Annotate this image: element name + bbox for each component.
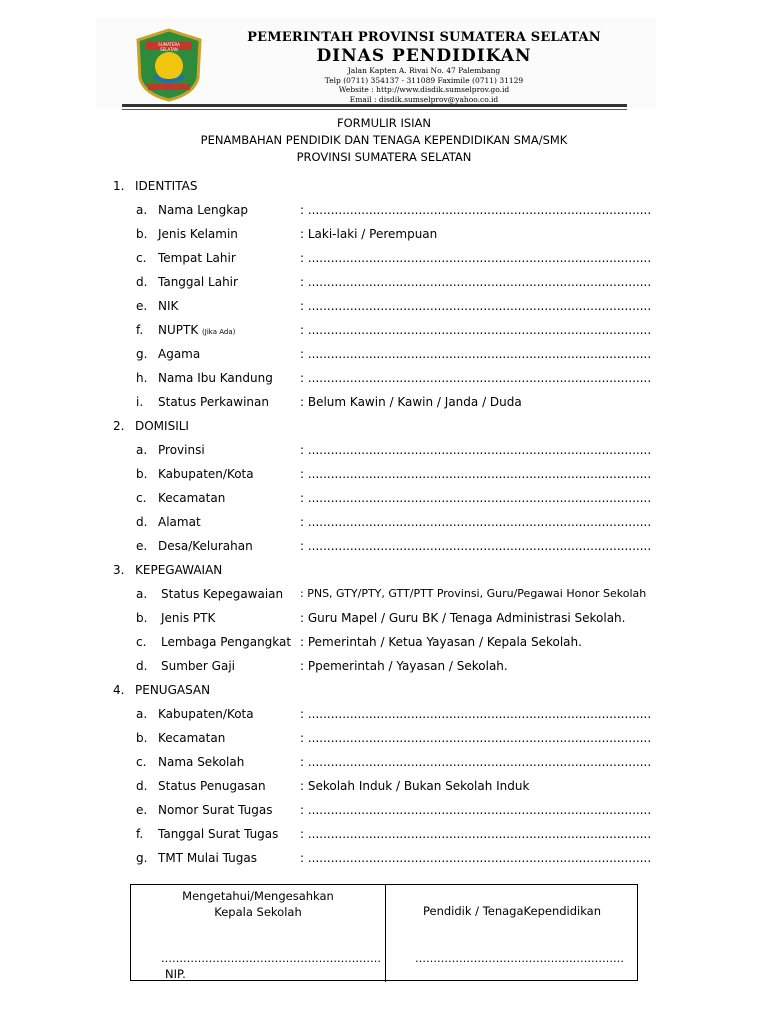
item-letter: c. (136, 251, 147, 265)
field-label: Jenis PTK (161, 611, 216, 625)
item-letter: c. (136, 491, 147, 505)
section-kepegawaian (113, 563, 222, 577)
field-label: Kabupaten/Kota (158, 707, 254, 721)
field-label: Provinsi (158, 443, 205, 457)
applicant-signature-line[interactable]: ………………………………………………… (415, 952, 624, 965)
field-label: Nama Sekolah (158, 755, 245, 769)
item-letter: d. (136, 515, 148, 529)
fill-in-line[interactable]: : .......................................................................................... (300, 371, 652, 385)
option-text[interactable]: : PNS, GTY/PTY, GTT/PTT Provinsi, Guru/Pegawai Honor Sekolah (300, 587, 647, 600)
letterhead-office: DINAS PENDIDIKAN (316, 46, 532, 66)
field-label: Lembaga Pengangkat (161, 635, 292, 649)
signature-divider (385, 885, 386, 982)
logo-banner-text: SUMATERA SELATAN (158, 42, 180, 52)
section-title: DOMISILI (135, 419, 189, 433)
field-label: Status Penugasan (158, 779, 266, 793)
fill-in-line[interactable]: : .......................................................................................... (300, 827, 652, 841)
fill-in-line[interactable]: : .......................................................................................... (300, 803, 652, 817)
field-label: Nomor Surat Tugas (158, 803, 273, 817)
fill-in-line[interactable]: : .......................................................................................... (300, 539, 652, 553)
section-title: PENUGASAN (135, 683, 211, 697)
field-label: NIK (158, 299, 179, 313)
province-logo-icon (134, 28, 204, 102)
fill-in-line[interactable]: : .......................................................................................... (300, 755, 652, 769)
letterhead-phone: Telp (0711) 354137 - 311089 Faximile (0711) 31129 (324, 75, 524, 85)
item-letter: a. (136, 707, 148, 721)
letterhead-government: PEMERINTAH PROVINSI SUMATERA SELATAN (247, 30, 601, 45)
item-letter: b. (136, 731, 148, 745)
field-label: Tanggal Lahir (158, 275, 238, 289)
field-label: Status Kepegawaian (161, 587, 284, 601)
item-letter: f. (136, 323, 144, 337)
letterhead-text (214, 30, 634, 104)
fill-in-line[interactable]: : .......................................................................................... (300, 275, 652, 289)
approver-line2: Kepala Sekolah (214, 905, 302, 919)
section-title: KEPEGAWAIAN (135, 563, 223, 577)
item-letter: a. (136, 587, 148, 601)
item-letter: g. (136, 851, 148, 865)
section-identitas (113, 179, 197, 193)
item-letter: i. (136, 395, 144, 409)
letterhead-address: Jalan Kapten A. Rivai No. 47 Palembang (347, 66, 501, 75)
option-text[interactable]: : Belum Kawin / Kawin / Janda / Duda (300, 395, 522, 409)
fill-in-line[interactable]: : .......................................................................................... (300, 251, 652, 265)
section-penugasan (113, 683, 210, 697)
section-number: 1. (113, 179, 125, 193)
letterhead-website: Website : http://www.disdik.sumselprov.go.id (338, 85, 510, 94)
section-number: 3. (113, 563, 125, 577)
item-letter: e. (136, 539, 148, 553)
signature-table (130, 884, 638, 981)
item-letter: c. (136, 635, 147, 649)
item-letter: a. (136, 443, 148, 457)
form-title-line2: PENAMBAHAN PENDIDIK DAN TENAGA KEPENDIDIKAN SMA/SMK (200, 133, 568, 147)
item-letter: d. (136, 659, 148, 673)
option-text[interactable]: : Ppemerintah / Yayasan / Sekolah. (300, 659, 508, 673)
field-label: Desa/Kelurahan (158, 539, 253, 553)
approver-title (131, 888, 385, 920)
section-domisili (113, 419, 189, 433)
option-text[interactable]: : Sekolah Induk / Bukan Sekolah Induk (300, 779, 530, 793)
letterhead-rule (122, 104, 627, 107)
field-label: Nama Lengkap (158, 203, 248, 217)
section-number: 2. (113, 419, 125, 433)
field-label: TMT Mulai Tugas (158, 851, 257, 865)
item-letter: b. (136, 227, 148, 241)
item-letter: e. (136, 299, 148, 313)
fill-in-line[interactable]: : .......................................................................................... (300, 731, 652, 745)
section-number: 4. (113, 683, 125, 697)
fill-in-line[interactable]: : .......................................................................................... (300, 851, 652, 865)
fill-in-line[interactable]: : .......................................................................................... (300, 491, 652, 505)
approver-signature-line[interactable]: …………………………………………………… (161, 952, 381, 965)
fill-in-line[interactable]: : .......................................................................................... (300, 707, 652, 721)
form-title-line3: PROVINSI SUMATERA SELATAN (296, 150, 472, 164)
field-label: Kecamatan (158, 731, 226, 745)
option-text[interactable]: : Guru Mapel / Guru BK / Tenaga Administrasi Sekolah. (300, 611, 626, 625)
field-label: Nama Ibu Kandung (158, 371, 273, 385)
field-note: (Jika Ada) (202, 328, 236, 336)
field-label: Alamat (158, 515, 201, 529)
field-label: Tanggal Surat Tugas (158, 827, 279, 841)
letterhead-rule-thin (122, 109, 627, 110)
item-letter: b. (136, 467, 148, 481)
fill-in-line[interactable]: : .......................................................................................... (300, 347, 652, 361)
letterhead-email: Email : disdik.sumselprov@yahoo.co.id (349, 94, 499, 104)
item-letter: b. (136, 611, 148, 625)
fill-in-line[interactable]: : .......................................................................................... (300, 515, 652, 529)
approver-line1: Mengetahui/Mengesahkan (182, 889, 334, 903)
fill-in-line[interactable]: : .......................................................................................... (300, 443, 652, 457)
field-label: Tempat Lahir (158, 251, 236, 265)
item-letter: a. (136, 203, 148, 217)
item-letter: d. (136, 779, 148, 793)
fill-in-line[interactable]: : .......................................................................................... (300, 203, 652, 217)
field-label: Jenis Kelamin (158, 227, 238, 241)
option-text[interactable]: : Pemerintah / Ketua Yayasan / Kepala Sekolah. (300, 635, 582, 649)
item-letter: h. (136, 371, 148, 385)
item-letter: g. (136, 347, 148, 361)
approver-nip-label: NIP. (165, 967, 186, 981)
field-label-text: NUPTK (158, 323, 199, 337)
field-label: Status Perkawinan (158, 395, 269, 409)
field-label: Sumber Gaji (161, 659, 235, 673)
item-letter: e. (136, 803, 148, 817)
fill-in-line[interactable]: : .......................................................................................... (300, 323, 652, 337)
fill-in-line[interactable]: : .......................................................................................... (300, 467, 652, 481)
option-text[interactable]: : Laki-laki / Perempuan (300, 227, 438, 241)
applicant-title: Pendidik / TenagaKependidikan (422, 904, 602, 918)
fill-in-line[interactable]: : .......................................................................................... (300, 299, 652, 313)
field-label: Kabupaten/Kota (158, 467, 254, 481)
field-label (158, 323, 235, 337)
field-label: Agama (158, 347, 201, 361)
item-letter: c. (136, 755, 147, 769)
form-title (0, 115, 768, 166)
form-title-line1: FORMULIR ISIAN (337, 116, 431, 130)
section-title: IDENTITAS (135, 179, 198, 193)
item-letter: f. (136, 827, 144, 841)
field-label: Kecamatan (158, 491, 226, 505)
item-letter: d. (136, 275, 148, 289)
